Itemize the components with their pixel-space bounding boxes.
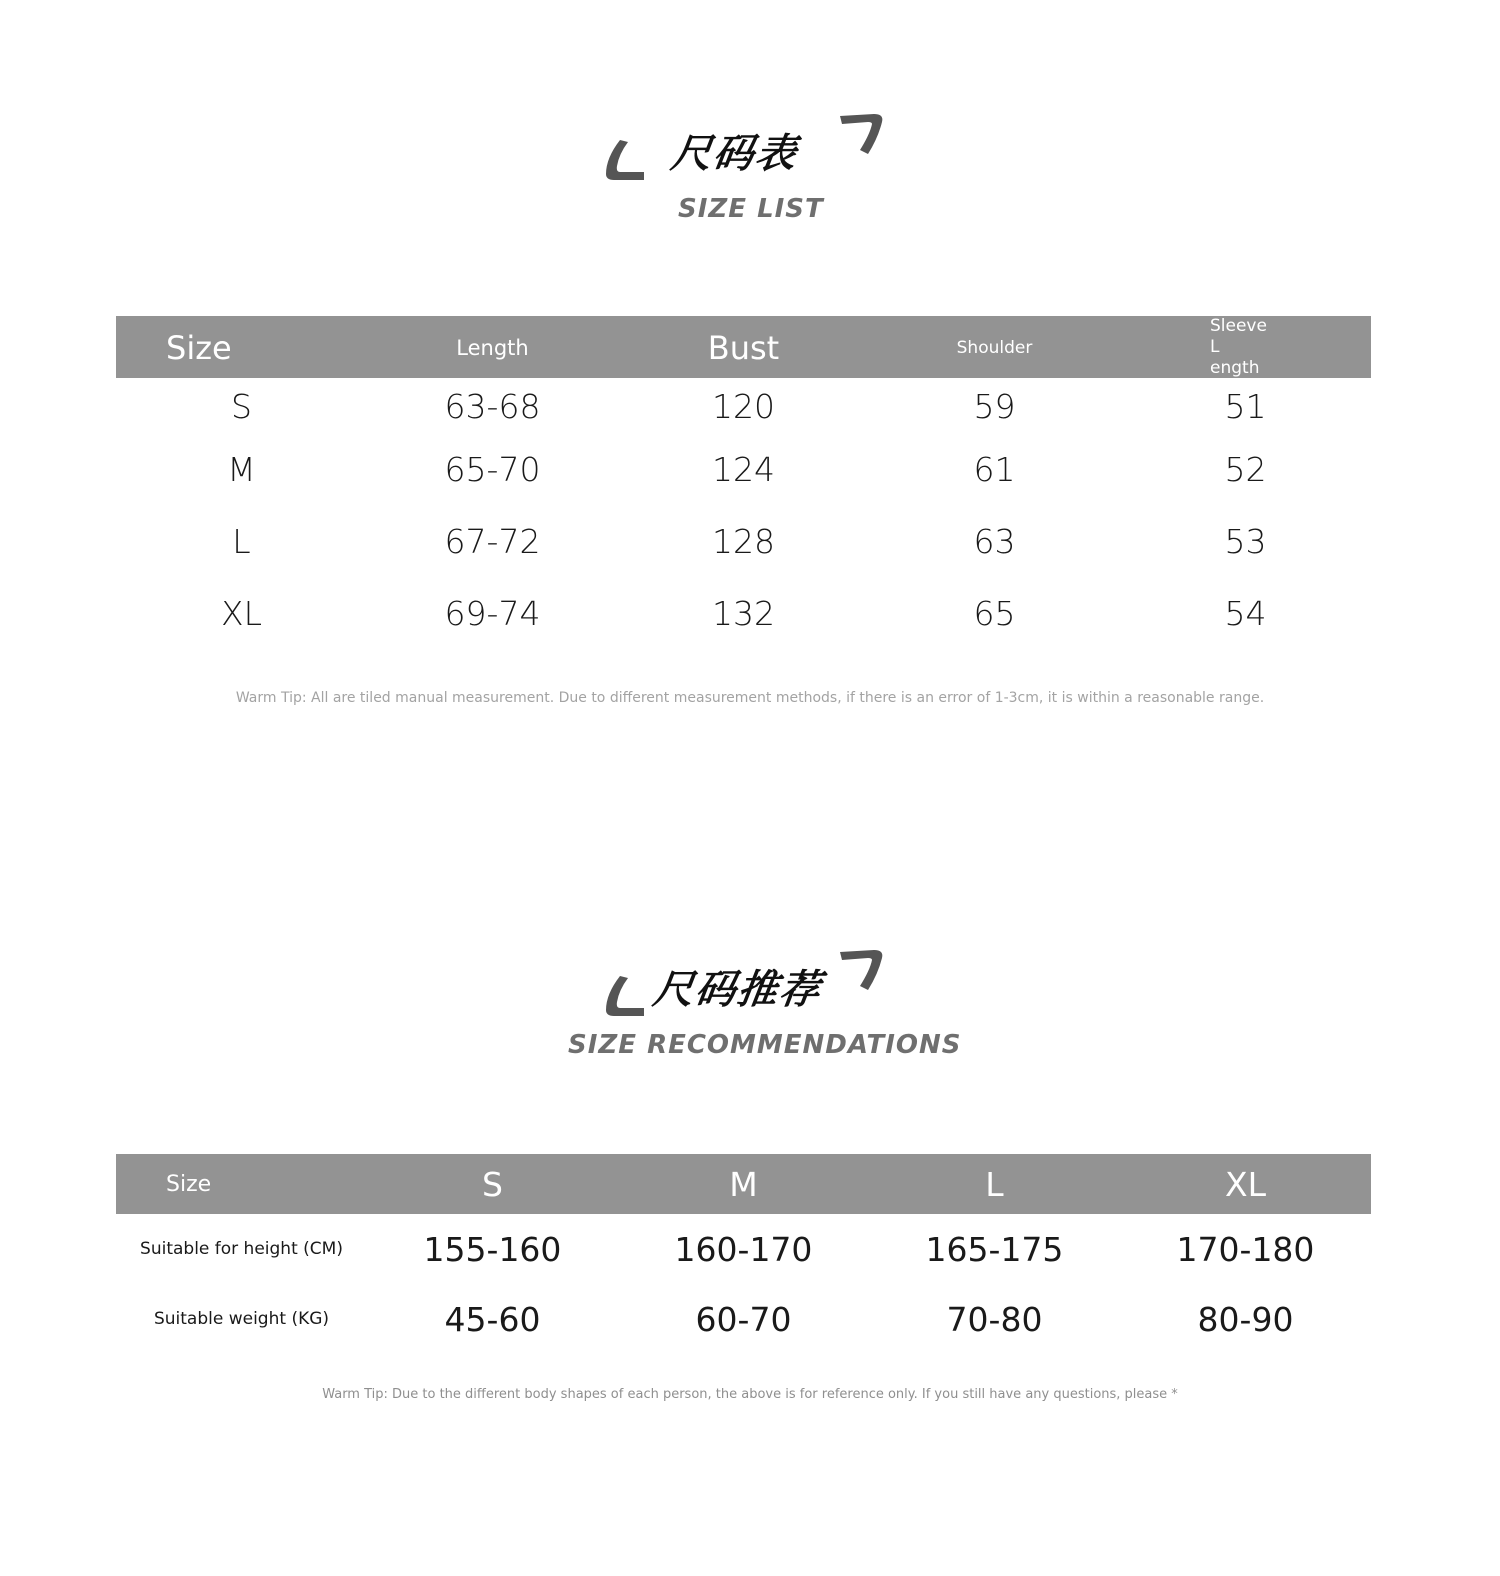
cell-sleeve-length: 51 [1224,386,1267,426]
table-row [116,504,1371,578]
cell-bust: 120 [712,386,775,426]
left-bracket-decoration [598,136,650,184]
size-recommendations-heading [0,936,1500,1076]
cell-bust: 132 [712,593,775,633]
cell-weight-xl: 80-90 [1197,1299,1294,1339]
size-list-warm-tip: Warm Tip: All are tiled manual measurement. Due to different measurement methods, if there is an error of 1-3cm, it is within a reasonable range. [235,690,1265,706]
header-bust: Bust [707,328,780,367]
table-row [116,1284,1371,1354]
size-recommendations-title-cn: 尺码推荐 [650,967,825,1013]
cell-length: 69-74 [444,593,541,633]
cell-sleeve-length: 52 [1224,449,1267,489]
cell-length: 63-68 [444,386,541,426]
cell-weight-l: 70-80 [946,1299,1043,1339]
size-list-table [116,316,1371,648]
header-size-xl: XL [1225,1164,1266,1204]
cell-sleeve-length: 54 [1224,593,1267,633]
left-bracket-decoration [598,972,650,1020]
row-label-height: Suitable for height (CM) [140,1239,343,1259]
table-header-row [116,316,1371,378]
header-size-l: L [985,1164,1004,1204]
cell-bust: 128 [712,521,775,561]
table-row [116,1214,1371,1284]
cell-weight-m: 60-70 [695,1299,792,1339]
size-recommendations-warm-tip: Warm Tip: Due to the different body shapes of each person, the above is for reference only. If you still have any questions, please * [322,1387,1178,1402]
cell-length: 65-70 [444,449,541,489]
header-shoulder: Shoulder [956,337,1033,358]
header-sleeve-length: Sleeve L ength [1210,316,1267,378]
header-length: Length [456,335,529,360]
size-list-title-en: SIZE LIST [678,194,824,224]
cell-shoulder: 59 [973,386,1016,426]
table-header-row [116,1154,1371,1214]
table-row [116,578,1371,648]
row-label-weight: Suitable weight (KG) [153,1309,330,1329]
cell-shoulder: 61 [973,449,1016,489]
cell-height-xl: 170-180 [1176,1229,1315,1269]
cell-weight-s: 45-60 [444,1299,541,1339]
size-recommendations-title-en: SIZE RECOMMENDATIONS [568,1030,962,1060]
header-size: Size [166,1171,212,1197]
cell-length: 67-72 [444,521,541,561]
right-bracket-decoration [834,946,886,994]
size-list-title-cn: 尺码表 [668,131,801,177]
cell-size: L [232,521,251,561]
table-row [116,434,1371,504]
cell-size: XL [221,593,262,633]
size-recommendations-table [116,1154,1371,1354]
header-size: Size [166,328,232,367]
cell-size: M [227,449,256,489]
cell-shoulder: 63 [973,521,1016,561]
cell-bust: 124 [712,449,775,489]
header-size-m: M [729,1164,758,1204]
cell-sleeve-length: 53 [1224,521,1267,561]
cell-height-m: 160-170 [674,1229,813,1269]
table-row [116,378,1371,434]
header-size-s: S [482,1164,503,1204]
right-bracket-decoration [834,110,886,158]
cell-height-s: 155-160 [423,1229,562,1269]
cell-height-l: 165-175 [925,1229,1064,1269]
size-list-heading [0,100,1500,240]
cell-size: S [231,386,252,426]
cell-shoulder: 65 [973,593,1016,633]
